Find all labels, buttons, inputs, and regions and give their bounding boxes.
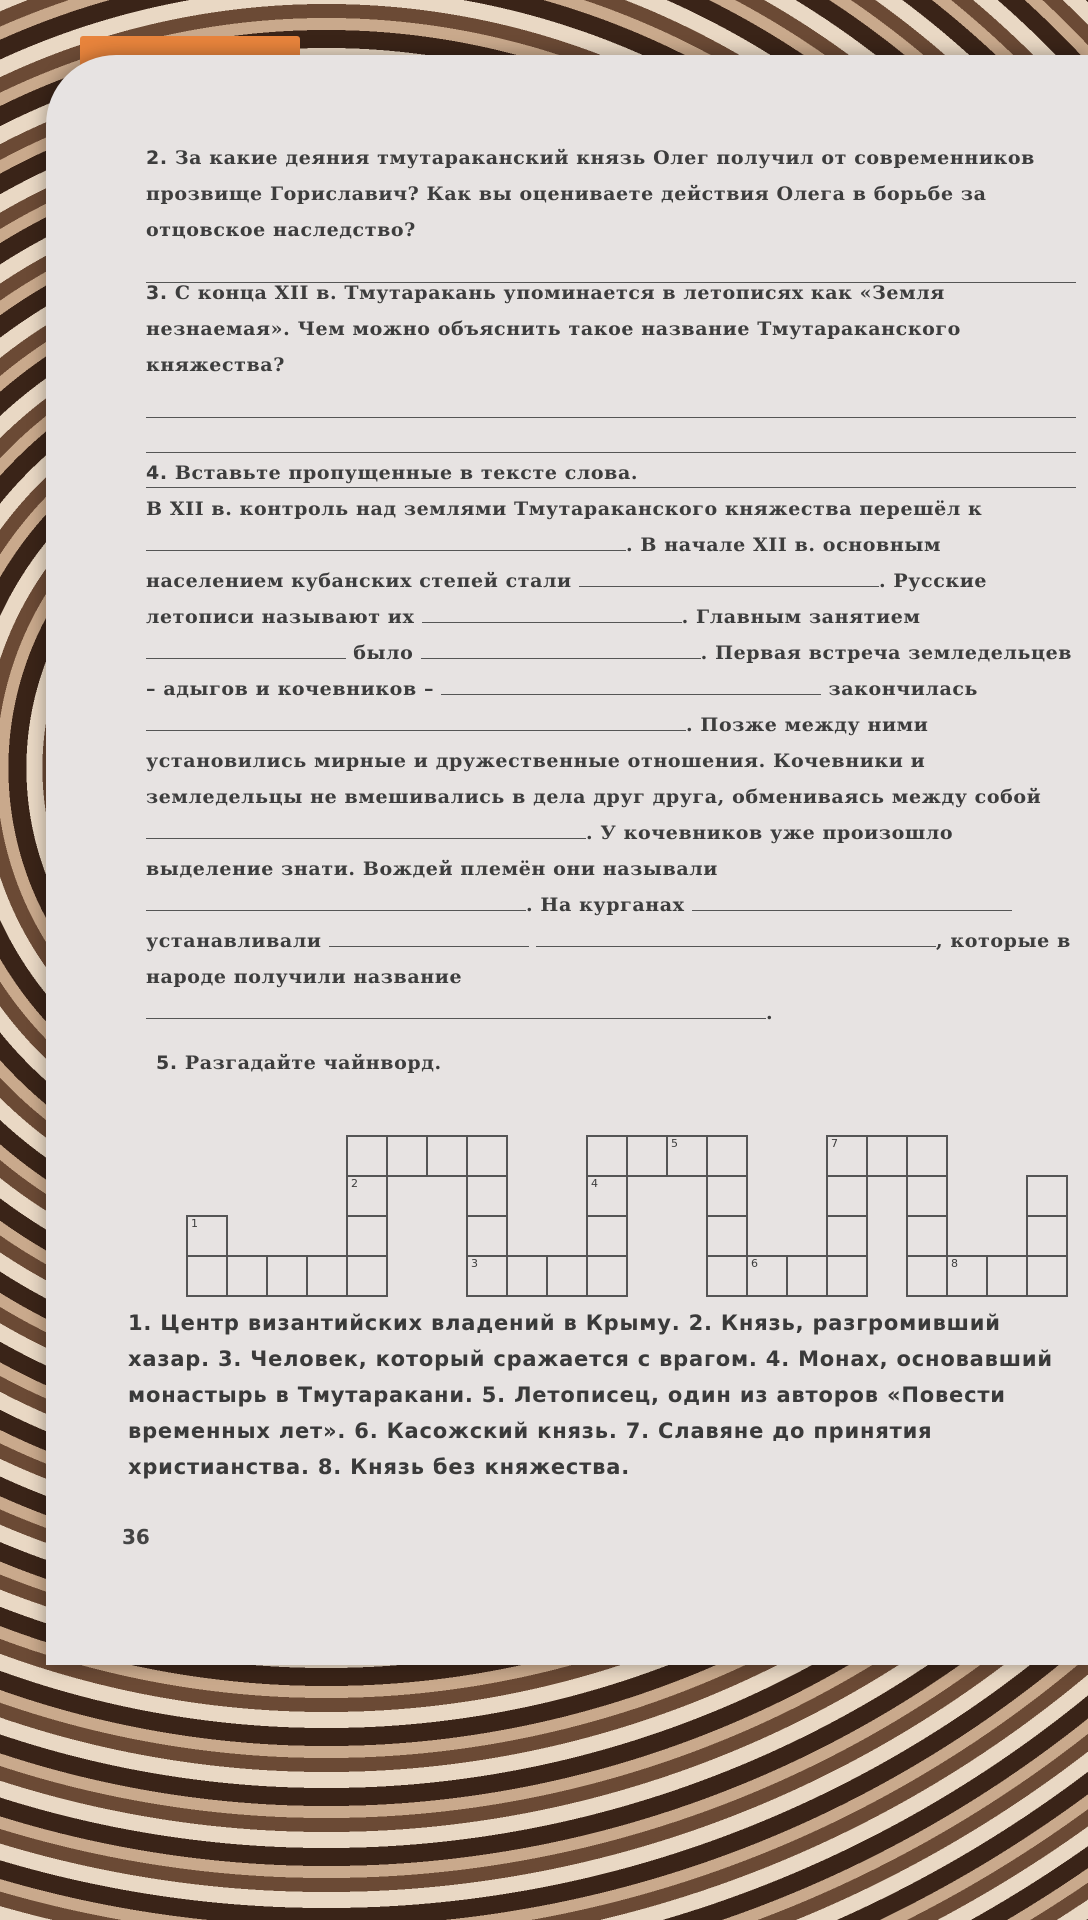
blank-field[interactable] bbox=[146, 888, 526, 911]
chainword-cell[interactable] bbox=[826, 1215, 868, 1257]
q4-text: . Русские летописи называют их bbox=[146, 570, 988, 628]
q4-text: В XII в. контроль над землями Тмутараканского княжества перешёл к bbox=[146, 498, 983, 520]
chainword-cell[interactable] bbox=[626, 1135, 668, 1177]
chainword-cell[interactable] bbox=[706, 1255, 748, 1297]
q4-text: было bbox=[353, 642, 414, 664]
chainword-cell[interactable] bbox=[546, 1255, 588, 1297]
blank-field[interactable] bbox=[422, 600, 682, 623]
chainword-cell[interactable] bbox=[1026, 1215, 1068, 1257]
chainword-cell[interactable] bbox=[746, 1255, 788, 1297]
chainword-cell[interactable] bbox=[346, 1215, 388, 1257]
chainword-cell[interactable] bbox=[186, 1255, 228, 1297]
chainword-cell[interactable] bbox=[346, 1255, 388, 1297]
q4-text: . Позже между ними установились мирные и дружественные отношения. Кочевники и земледельцы не вмешивались в дела друг друга, обмениваясь между собой bbox=[146, 714, 1042, 808]
cell-number: 7 bbox=[831, 1137, 838, 1150]
chainword-cell[interactable] bbox=[826, 1255, 868, 1297]
chainword-cell[interactable] bbox=[866, 1135, 908, 1177]
chainword-cell[interactable] bbox=[906, 1255, 948, 1297]
question-3-text: С конца XII в. Тмутаракань упоминается в летописях как «Земля незнаемая». Чем можно объяснить такое название Тмутараканского княжества? bbox=[146, 282, 961, 376]
chainword-cell[interactable] bbox=[706, 1175, 748, 1217]
q4-text: закончилась bbox=[828, 678, 979, 700]
blank-field[interactable] bbox=[329, 924, 529, 947]
question-2-text: За какие деяния тмутараканский князь Олег получил от современников прозвище Гориславич? Как вы оцениваете действия Олега в борьбе за отцовское наследство? bbox=[146, 147, 1035, 241]
chainword-cell[interactable] bbox=[706, 1215, 748, 1257]
chainword-cell[interactable] bbox=[466, 1135, 508, 1177]
q4-text: . Главным занятием bbox=[681, 606, 921, 628]
blank-field[interactable] bbox=[536, 924, 936, 947]
chainword-cell[interactable] bbox=[986, 1255, 1028, 1297]
chainword-cell[interactable] bbox=[346, 1175, 388, 1217]
question-2 bbox=[146, 140, 1076, 283]
chainword-cell[interactable] bbox=[826, 1135, 868, 1177]
chainword-cell[interactable] bbox=[226, 1255, 268, 1297]
chainword-cell[interactable] bbox=[946, 1255, 988, 1297]
cell-number: 5 bbox=[671, 1137, 678, 1150]
cell-number: 2 bbox=[351, 1177, 358, 1190]
answer-line[interactable] bbox=[146, 418, 1076, 453]
workbook-page bbox=[46, 55, 1088, 1665]
question-4 bbox=[146, 455, 1076, 1031]
chainword-cell[interactable] bbox=[666, 1135, 708, 1177]
chainword-grid bbox=[136, 1085, 1086, 1325]
chainword-cell[interactable] bbox=[586, 1135, 628, 1177]
chainword-cell[interactable] bbox=[466, 1255, 508, 1297]
question-3-number: 3. bbox=[146, 282, 168, 304]
blank-field[interactable] bbox=[146, 816, 586, 839]
cell-number: 1 bbox=[191, 1217, 198, 1230]
chainword-clues: 1. Центр византийских владений в Крыму. 2. Князь, разгромивший хазар. 3. Человек, который сражается с врагом. 4. Монах, основавший монастырь в Тмутаракани. 5. Летописец, один из авторов «Повести временных лет». 6. Касожский князь. 7. Славяне до принятия христианства. 8. Князь без княжества. bbox=[128, 1311, 1053, 1479]
chainword-cell[interactable] bbox=[826, 1175, 868, 1217]
cell-number: 6 bbox=[751, 1257, 758, 1270]
chainword-cell[interactable] bbox=[346, 1135, 388, 1177]
chainword-cell[interactable] bbox=[186, 1215, 228, 1257]
chainword-cell[interactable] bbox=[586, 1255, 628, 1297]
cell-number: 8 bbox=[951, 1257, 958, 1270]
q4-text: . bbox=[766, 1002, 774, 1024]
chainword-cell[interactable] bbox=[706, 1135, 748, 1177]
chainword-cell[interactable] bbox=[466, 1175, 508, 1217]
chainword-cell[interactable] bbox=[906, 1135, 948, 1177]
blank-field[interactable] bbox=[146, 996, 766, 1019]
question-4-number: 4. bbox=[146, 462, 168, 484]
chainword-cell[interactable] bbox=[786, 1255, 828, 1297]
page-number: 36 bbox=[122, 1525, 150, 1549]
q4-text: устанавливали bbox=[146, 930, 322, 952]
blank-field[interactable] bbox=[692, 888, 1012, 911]
cell-number: 4 bbox=[591, 1177, 598, 1190]
q4-text: . На курганах bbox=[526, 894, 685, 916]
chainword-cell[interactable] bbox=[1026, 1255, 1068, 1297]
chainword-cell[interactable] bbox=[466, 1215, 508, 1257]
blank-field[interactable] bbox=[146, 708, 686, 731]
chainword-cell[interactable] bbox=[266, 1255, 308, 1297]
chainword-cell[interactable] bbox=[906, 1215, 948, 1257]
chainword-cell[interactable] bbox=[586, 1175, 628, 1217]
chainword-cell[interactable] bbox=[306, 1255, 348, 1297]
blank-field[interactable] bbox=[146, 528, 626, 551]
chainword-cell[interactable] bbox=[906, 1175, 948, 1217]
blank-field[interactable] bbox=[421, 636, 701, 659]
chainword-cell[interactable] bbox=[386, 1135, 428, 1177]
answer-line[interactable] bbox=[146, 383, 1076, 418]
q4-text: , которые в народе получили название bbox=[146, 930, 1071, 988]
q4-text: . Первая встреча земледельцев – адыгов и кочевников – bbox=[146, 642, 1073, 700]
question-5-title: Разгадайте чайнворд. bbox=[184, 1052, 442, 1074]
question-2-number: 2. bbox=[146, 147, 168, 169]
question-5-number: 5. bbox=[156, 1052, 178, 1074]
blank-field[interactable] bbox=[441, 672, 821, 695]
question-5 bbox=[156, 1045, 1086, 1081]
blank-field[interactable] bbox=[579, 564, 879, 587]
chainword-cell[interactable] bbox=[506, 1255, 548, 1297]
chainword-cell[interactable] bbox=[426, 1135, 468, 1177]
blank-field[interactable] bbox=[146, 636, 346, 659]
chainword-cell[interactable] bbox=[586, 1215, 628, 1257]
q4-text: . У кочевников уже произошло выделение знати. Вождей племён они называли bbox=[146, 822, 954, 880]
chainword-cell[interactable] bbox=[1026, 1175, 1068, 1217]
question-4-title: Вставьте пропущенные в тексте слова. bbox=[174, 462, 639, 484]
cell-number: 3 bbox=[471, 1257, 478, 1270]
q4-text: . В начале XII в. основным населением кубанских степей стали bbox=[146, 534, 942, 592]
